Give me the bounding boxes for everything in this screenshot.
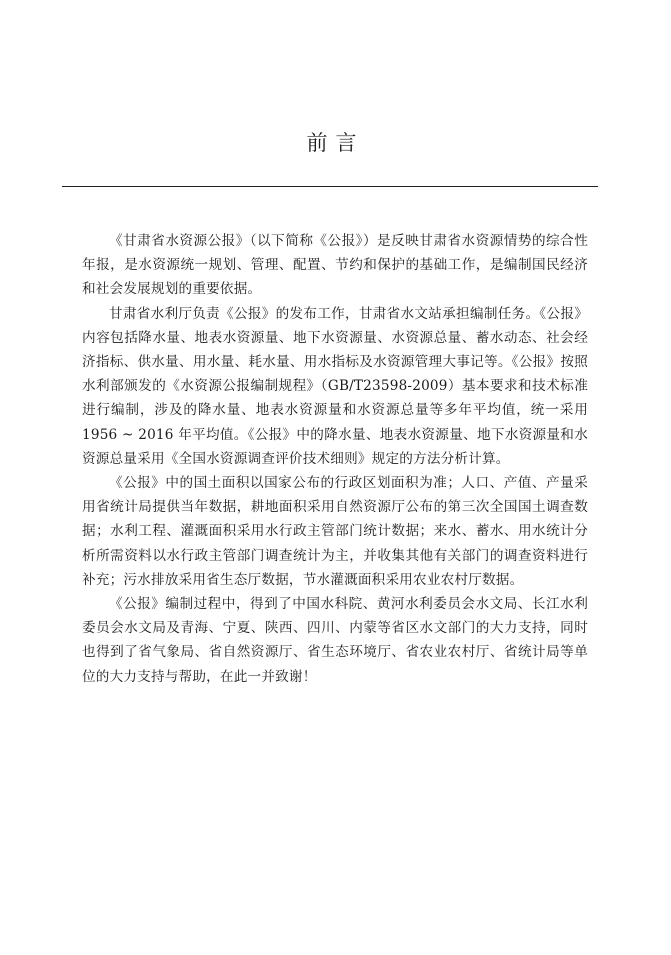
title-divider — [62, 186, 598, 187]
page-title: 前言 — [306, 131, 365, 155]
paragraph-1: 《甘肃省水资源公报》（以下简称《公报》）是反映甘肃省水资源情势的综合性年报，是水资源统一规划、管理、配置、节约和保护的基础工作，是编制国民经济和社会发展规划的重要依据。 — [82, 233, 588, 298]
preface-body — [82, 229, 588, 689]
paragraph-4: 《公报》编制过程中，得到了中国水科院、黄河水利委员会水文局、长江水利委员会水文局及青海、宁夏、陕西、四川、内蒙等省区水文部门的大力支持，同时也得到了省气象局、省自然资源厅、省生态环境厅、省农业农村厅、省统计局等单位的大力支持与帮助，在此一并致谢！ — [82, 596, 588, 685]
paragraph-2: 甘肃省水利厅负责《公报》的发布工作，甘肃省水文站承担编制任务。《公报》内容包括降水量、地表水资源量、地下水资源量、水资源总量、蓄水动态、社会经济指标、供水量、用水量、耗水量、用水指标及水资源管理大事记等。《公报》按照水利部颁发的《水资源公报编制规程》（GB/T23598-2009）基本要求和技术标准进行编制，涉及的降水量、地表水资源量和水资源总量等多年平均值，统一采用 1956 ~ 2016 年平均值。《公报》中的降水量、地表水资源量、地下水资源量和水资源总量采用《全国水资源调查评价技术细则》规定的方法分析计算。 — [82, 305, 588, 467]
paragraph-3: 《公报》中的国土面积以国家公布的行政区划面积为准；人口、产值、产量采用省统计局提供当年数据，耕地面积采用自然资源厅公布的第三次全国国土调查数据；水利工程、灌溉面积采用水行政主管部门统计数据；来水、蓄水、用水统计分析所需资料以水行政主管部门调查统计为主，并收集其他有关部门的调查资料进行补充；污水排放采用省生态厅数据，节水灌溉面积采用农业农村厅数据。 — [82, 475, 588, 588]
